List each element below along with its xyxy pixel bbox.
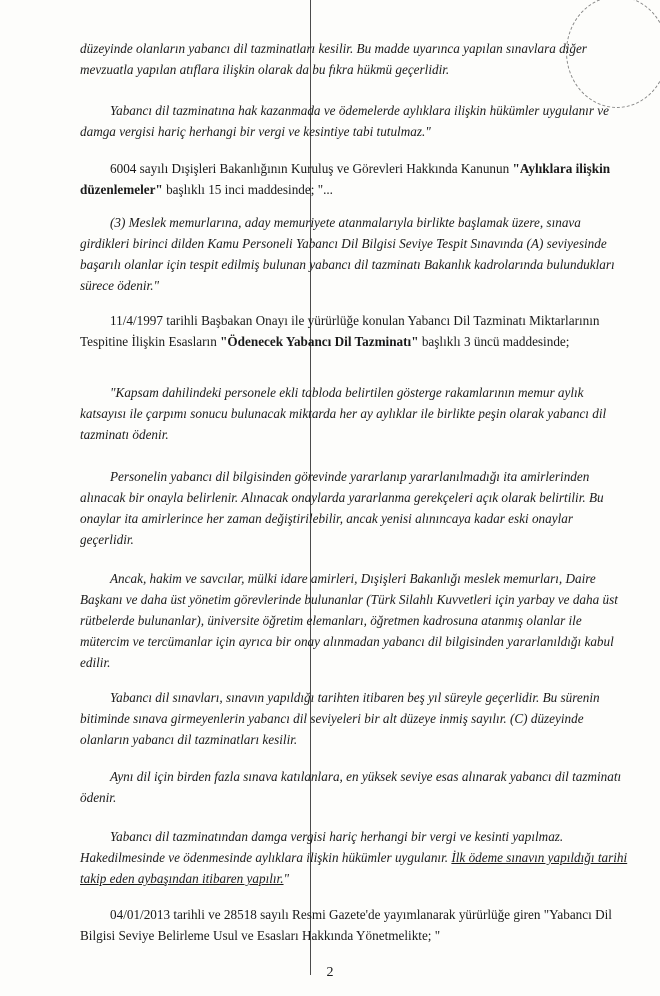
bold-heading-text: "Ödenecek Yabancı Dil Tazminatı" xyxy=(220,334,419,349)
paragraph-10 xyxy=(80,766,630,808)
paragraph-text: Yabancı dil tazminatına hak kazanmada ve ödemelerde aylıklara ilişkin hükümler uygulanır ve damga vergisi hariç herhangi bir vergi ve kesintiye tabi tutulmaz." xyxy=(80,103,609,139)
paragraph-7 xyxy=(80,466,630,550)
paragraph-text: 11/4/1997 tarihli Başbakan Onayı ile yürürlüğe konulan Yabancı Dil Tazminatı Miktarlarının Tespitine İlişkin Esasların xyxy=(80,313,600,349)
page-number: 2 xyxy=(326,965,334,980)
paragraph-text: Yabancı dil sınavları, sınavın yapıldığı tarihten itibaren beş yıl süreyle geçerlidir. Bu sürenin bitiminde sınava girmeyenlerin yabancı dil seviyeleri bir alt düzeye inmiş sayılır. (C) düzeyinde olanların yabancı dil tazminatları kesilir. xyxy=(80,690,600,747)
underlined-text: İlk ödeme sınavın yapıldığı tarihi takip eden aybaşından itibaren yapılır. xyxy=(80,850,628,886)
paragraph-8 xyxy=(80,568,630,673)
paragraph-6 xyxy=(80,382,630,445)
paragraph-3 xyxy=(80,158,630,200)
paragraph-text: düzeyinde olanların yabancı dil tazminatları kesilir. Bu madde uyarınca yapılan sınavlara diğer mevzuatla yapılan atıflara ilişkin olarak da bu fıkra hükmü geçerlidir. xyxy=(80,41,587,77)
paragraph-11 xyxy=(80,826,630,889)
paragraph-text: (3) Meslek memurlarına, aday memuriyete atanmalarıyla birlikte başlamak üzere, sınava girdikleri birinci dilden Kamu Personeli Yabancı Dil Bilgisi Seviye Tespit Sınavında (A) seviyesinde başarılı olanlar için tespit edilmiş bulunan yabancı dil tazminatı Bakanlık kadrolarında bulundukları sürece ödenir." xyxy=(80,215,615,293)
bold-heading-text: "Aylıklara ilişkin düzenlemeler" xyxy=(80,161,611,197)
paragraph-text: başlıklı 3 üncü maddesinde; xyxy=(418,334,570,349)
paragraph-5 xyxy=(80,310,630,352)
paragraph-text: " xyxy=(283,871,290,886)
paragraph-text: başlıklı 15 inci maddesinde; "... xyxy=(162,182,333,197)
paragraph-4 xyxy=(80,212,630,296)
paragraph-text: "Kapsam dahilindeki personele ekli tabloda belirtilen gösterge rakamlarının memur aylık katsayısı ile çarpımı sonucu bulunacak miktarda her ay aylıklar ile birlikte peşin olarak yabancı dil tazminatı ödenir. xyxy=(80,385,607,442)
paragraph-text: Personelin yabancı dil bilgisinden görevinde yararlanıp yararlanılmadığı ita amirlerinden alınacak bir onayla belirlenir. Alınacak onaylarda yararlanma gerekçeleri açık olarak belirtilir. Bu onaylar ita amirlerince her zaman değiştirilebilir, ancak yenisi alınıncaya kadar eski onaylar geçerlidir. xyxy=(80,469,604,547)
paragraph-text: Ancak, hakim ve savcılar, mülki idare amirleri, Dışişleri Bakanlığı meslek memurları, Daire Başkanı ve daha üst yönetim görevlerinde bulunanlar (Türk Silahlı Kuvvetleri için yarbay ve daha üst rütbelerde bulunanlar), üniversite öğretim elemanları, öğretmen kadrosuna atanmış olanlar ile mütercim ve tercümanlar için ayrıca bir onay alınmadan yabancı dil bilgisinden yararlanıldığı kabul edilir. xyxy=(80,571,618,670)
paragraph-2 xyxy=(80,100,630,142)
paragraph-text: Aynı dil için birden fazla sınava katılanlara, en yüksek seviye esas alınarak yabancı dil tazminatı ödenir. xyxy=(80,769,622,805)
paragraph-text: 6004 sayılı Dışişleri Bakanlığının Kuruluş ve Görevleri Hakkında Kanunun xyxy=(110,161,513,176)
paragraph-12 xyxy=(80,904,630,946)
paragraph-text: Yabancı dil tazminatından damga vergisi hariç herhangi bir vergi ve kesinti yapılmaz. Hakedilmesinde ve ödenmesinde aylıklara ilişkin hükümler uygulanır. xyxy=(80,829,564,865)
paragraph-1 xyxy=(80,38,630,80)
paragraph-9 xyxy=(80,687,630,750)
paragraph-text: 04/01/2013 tarihli ve 28518 sayılı Resmi Gazete'de yayımlanarak yürürlüğe giren "Yabancı Dil Bilgisi Seviye Belirleme Usul ve Esasları Hakkında Yönetmelikte; " xyxy=(80,907,612,943)
